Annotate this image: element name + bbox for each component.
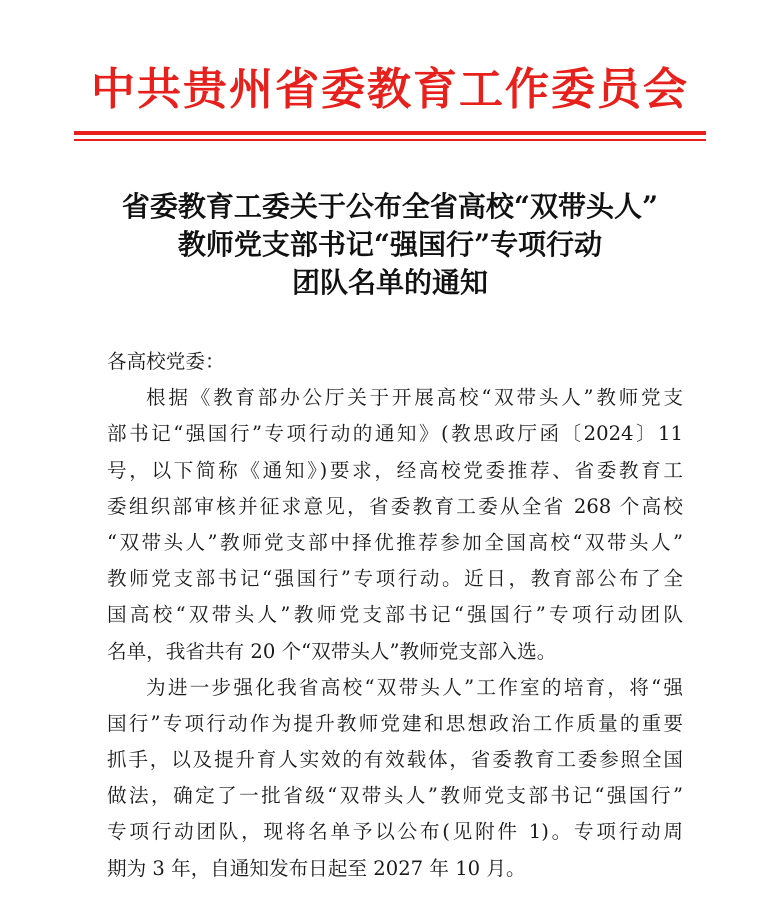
paragraph-line: 委组织部审核并征求意见，省委教育工委从全省 268 个高校 (107, 494, 683, 518)
paragraph-line: 期为 3 年，自通知发布日起至 2027 年 10 月。 (107, 856, 526, 880)
paragraph-line: 国高校“双带头人”教师党支部书记“强国行”专项行动团队 (107, 603, 683, 627)
paragraph-line: 根据《教育部办公厅关于开展高校“双带头人”教师党支 (146, 386, 683, 410)
salutation: 各高校党委： (107, 350, 225, 373)
paragraph-1 (107, 380, 683, 670)
paragraph-2 (107, 670, 683, 887)
paragraph-line: “双带头人”教师党支部中择优推荐参加全国高校“双带头人” (107, 530, 683, 554)
document-title (0, 188, 780, 302)
title-line: 教师党支部书记“强国行”专项行动 (177, 228, 603, 261)
title-line: 省委教育工委关于公布全省高校“双带头人” (121, 190, 659, 223)
organization-header: 中共贵州省委教育工作委员会 (91, 64, 689, 115)
paragraph-line: 抓手，以及提升育人实效的有效载体，省委教育工委参照全国 (107, 748, 683, 772)
paragraph-line: 名单，我省共有 20 个“双带头人”教师党支部入选。 (107, 639, 557, 663)
document-body (107, 344, 683, 887)
paragraph-line: 教师党支部书记“强国行”专项行动。近日，教育部公布了全 (107, 567, 683, 591)
paragraph-line: 国行”专项行动作为提升教师党建和思想政治工作质量的重要 (107, 711, 683, 735)
paragraph-line: 为进一步强化我省高校“双带头人”工作室的培育，将“强 (146, 675, 683, 699)
paragraph-line: 号，以下简称《通知》)要求，经高校党委推荐、省委教育工 (107, 458, 683, 482)
paragraph-line: 专项行动团队，现将名单予以公布(见附件 1)。专项行动周 (107, 820, 683, 844)
header-red-rule-thick (74, 131, 706, 135)
header-red-rule-thin (74, 139, 706, 141)
paragraph-line: 部书记“强国行”专项行动的通知》(教思政厅函〔2024〕11 (107, 422, 683, 446)
paragraph-line: 做法，确定了一批省级“双带头人”教师党支部书记“强国行” (107, 784, 683, 808)
title-line: 团队名单的通知 (291, 266, 488, 299)
